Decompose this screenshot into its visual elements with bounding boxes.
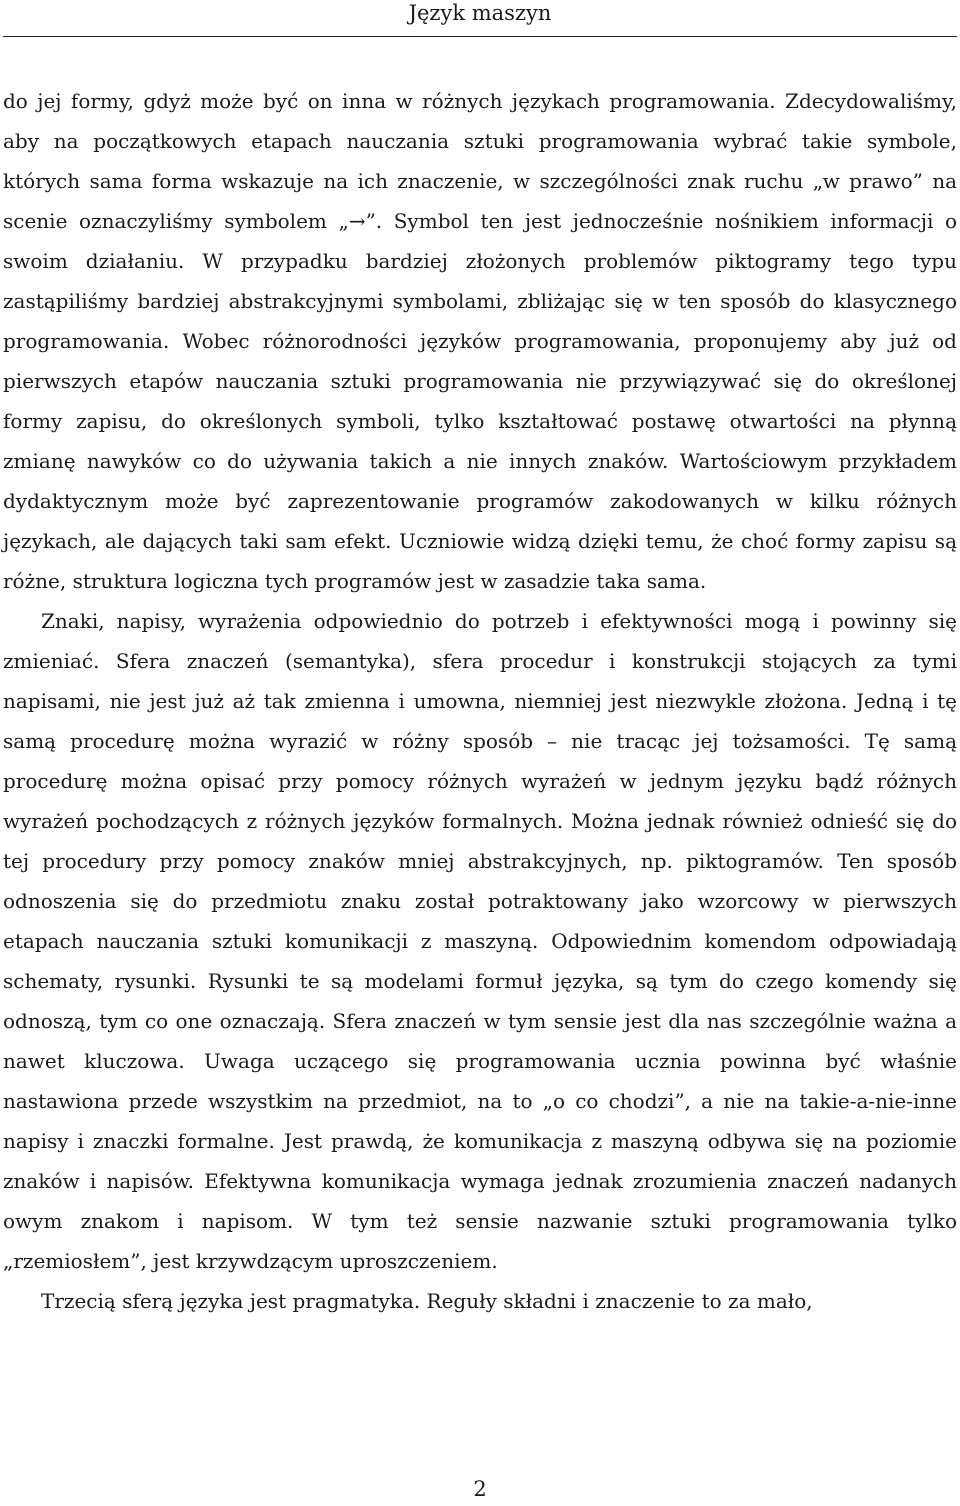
page-number: 2 (473, 1477, 487, 1501)
paragraph-3: Trzecią sferą języka jest pragmatyka. Reguły składni i znaczenie to za mało, (41, 1289, 813, 1313)
running-header-title: Język maszyn (408, 1, 552, 25)
paragraph-2: Znaki, napisy, wyrażenia odpowiednio do potrzeb i efektywności mogą i powinny się zmieniać. Sfera znaczeń (semantyka), sfera procedur i konstrukcji stojących za tymi napisami, nie jest już aż tak zmienna i umowna, niemniej jest niezwykle złożona. Jedną i tę samą procedurę można wyrazić w różny sposób – nie tracąc jej tożsamości. Tę samą procedurę można opisać przy pomocy różnych wyrażeń w jednym języku bądź różnych wyrażeń pochodzących z różnych języków formalnych. Można jednak również odnieść się do tej procedury przy pomocy znaków mniej abstrakcyjnych, np. piktogramów. Ten sposób odnoszenia się do przedmiotu znaku został potraktowany jako wzorcowy w pierwszych etapach nauczania sztuki komunikacji z maszyną. Odpowiednim komendom odpowiadają schematy, rysunki. Rysunki te są modelami formuł języka, są tym do czego komendy się odnoszą, tym co one oznaczają. Sfera znaczeń w tym sensie jest dla nas szczególnie ważna a nawet kluczowa. Uwaga uczącego się programowania ucznia powinna być właśnie nastawiona przede wszystkim na przedmiot, na to „o co chodzi”, a nie na takie-a-nie-inne napisy i znaczki formalne. Jest prawdą, że komunikacja z maszyną odbywa się na poziomie znaków i napisów. Efektywna komunikacja wymaga jednak zrozumienia znaczeń nadanych owym znakom i napisom. W tym też sensie nazwanie sztuki programowania tylko „rzemiosłem”, jest krzywdzącym uproszczeniem. (3, 609, 957, 1273)
header-rule (3, 36, 957, 37)
body-text (3, 81, 957, 1321)
paragraph-1: do jej formy, gdyż może być on inna w różnych językach programowania. Zdecydowaliśmy, aby na początkowych etapach nauczania sztuki programowania wybrać takie symbole, których sama forma wskazuje na ich znaczenie, w szczególności znak ruchu „w prawo” na scenie oznaczyliśmy symbolem „→”. Symbol ten jest jednocześnie nośnikiem informacji o swoim działaniu. W przypadku bardziej złożonych problemów piktogramy tego typu zastąpiliśmy bardziej abstrakcyjnymi symbolami, zbliżając się w ten sposób do klasycznego programowania. Wobec różnorodności języków programowania, proponujemy aby już od pierwszych etapów nauczania sztuki programowania nie przywiązywać się do określonej formy zapisu, do określonych symboli, tylko kształtować postawę otwartości na płynną zmianę nawyków co do używania takich a nie innych znaków. Wartościowym przykładem dydaktycznym może być zaprezentowanie programów zakodowanych w kilku różnych językach, ale dających taki sam efekt. Uczniowie widzą dzięki temu, że choć formy zapisu są różne, struktura logiczna tych programów jest w zasadzie taka sama. (3, 89, 957, 593)
